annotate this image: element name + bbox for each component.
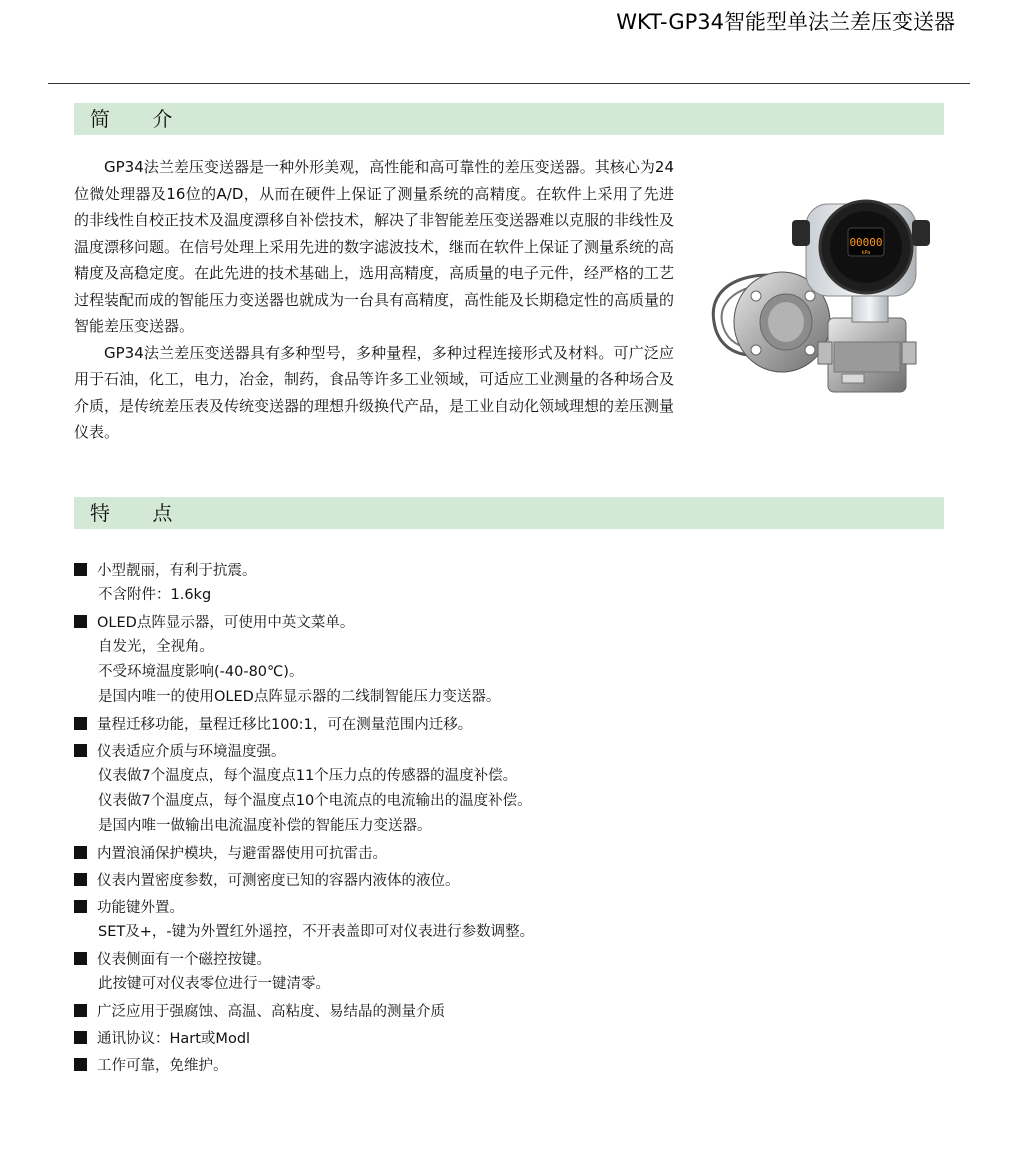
display-reading: 00000 <box>849 236 883 249</box>
bullet-square-icon <box>74 615 87 628</box>
feature-main <box>74 893 934 920</box>
feature-detail: 是国内唯一做输出电流温度补偿的智能压力变送器。 <box>98 818 432 834</box>
features-list <box>74 556 934 1078</box>
bullet-square-icon <box>74 1058 87 1071</box>
bullet-square-icon <box>74 744 87 757</box>
feature-item <box>74 737 934 839</box>
feature-main <box>74 608 934 635</box>
feature-detail: 仪表做7个温度点，每个温度点10个电流点的电流输出的温度补偿。 <box>98 793 532 809</box>
feature-text: 仪表侧面有一个磁控按键。 <box>97 952 271 968</box>
bullet-square-icon <box>74 873 87 886</box>
intro-paragraph-2: GP34法兰差压变送器具有多种型号，多种量程，多种过程连接形式及材料。可广泛应用于石油，化工，电力，冶金，制药，食品等许多工业领域，可适应工业测量的各种场合及介质，是传统差压表及传统变送器的理想升级换代产品，是工业自动化领域理想的差压测量仪表。 <box>74 343 675 441</box>
feature-main <box>74 737 934 764</box>
feature-item <box>74 997 934 1024</box>
feature-main <box>74 556 934 583</box>
feature-item <box>74 608 934 710</box>
feature-text: 小型靓丽，有利于抗震。 <box>97 563 257 579</box>
feature-item <box>74 556 934 608</box>
header-rule <box>48 83 970 84</box>
feature-text: 量程迁移功能，量程迁移比100:1，可在测量范围内迁移。 <box>97 717 473 733</box>
bullet-square-icon <box>74 952 87 965</box>
feature-item <box>74 893 934 945</box>
feature-detail: 是国内唯一的使用OLED点阵显示器的二线制智能压力变送器。 <box>98 689 501 705</box>
feature-item <box>74 945 934 997</box>
feature-text: 仪表适应介质与环境温度强。 <box>97 744 286 760</box>
bullet-square-icon <box>74 563 87 576</box>
feature-detail: 不含附件：1.6kg <box>98 587 212 603</box>
bullet-square-icon <box>74 717 87 730</box>
feature-item <box>74 1024 934 1051</box>
feature-item <box>74 839 934 866</box>
feature-item <box>74 866 934 893</box>
feature-main <box>74 1024 934 1051</box>
feature-detail: SET及+，-键为外置红外遥控，不开表盖即可对仪表进行参数调整。 <box>98 924 535 940</box>
feature-text: 仪表内置密度参数，可测密度已知的容器内液体的液位。 <box>97 873 460 889</box>
feature-text: 工作可靠，免维护。 <box>97 1058 228 1074</box>
feature-text: 广泛应用于强腐蚀、高温、高粘度、易结晶的测量介质 <box>97 1004 445 1020</box>
feature-text: OLED点阵显示器，可使用中英文菜单。 <box>97 615 355 631</box>
feature-detail: 仪表做7个温度点，每个温度点11个压力点的传感器的温度补偿。 <box>98 768 518 784</box>
feature-main <box>74 839 934 866</box>
feature-main <box>74 866 934 893</box>
feature-text: 功能键外置。 <box>97 900 184 916</box>
bullet-square-icon <box>74 1004 87 1017</box>
display-unit: kPa <box>861 250 871 256</box>
intro-heading: 简 介 <box>74 103 944 135</box>
feature-detail: 此按键可对仪表零位进行一键清零。 <box>98 976 330 992</box>
feature-main <box>74 997 934 1024</box>
document-title: WKT-GP34智能型单法兰差压变送器 <box>616 10 955 34</box>
feature-main <box>74 945 934 972</box>
feature-detail: 不受环境温度影响(-40-80℃)。 <box>98 664 304 680</box>
bullet-square-icon <box>74 900 87 913</box>
feature-item <box>74 1051 934 1078</box>
intro-text <box>74 154 674 446</box>
bullet-square-icon <box>74 1031 87 1044</box>
feature-main <box>74 710 934 737</box>
intro-paragraph-1: GP34法兰差压变送器是一种外形美观，高性能和高可靠性的差压变送器。其核心为24位微处理器及16位的A/D，从而在硬件上保证了测量系统的高精度。在软件上采用了先进的非线性自校正技术及温度漂移自补偿技术，解决了非智能差压变送器难以克服的非线性及温度漂移问题。在信号处理上采用先进的数字滤波技术，继而在软件上保证了测量系统的高精度及高稳定度。在此先进的技术基础上，选用高精度，高质量的电子元件，经严格的工艺过程装配而成的智能压力变送器也就成为一台具有高精度，高性能及长期稳定性的高质量的智能差压变送器。 <box>74 158 675 335</box>
feature-text: 内置浪涌保护模块，与避雷器使用可抗雷击。 <box>97 846 387 862</box>
bullet-square-icon <box>74 846 87 859</box>
feature-detail: 自发光，全视角。 <box>98 639 214 655</box>
product-image <box>706 192 946 400</box>
features-heading: 特 点 <box>74 497 944 529</box>
feature-item <box>74 710 934 737</box>
feature-main <box>74 1051 934 1078</box>
feature-text: 通讯协议：Hart或Modl <box>97 1031 251 1047</box>
